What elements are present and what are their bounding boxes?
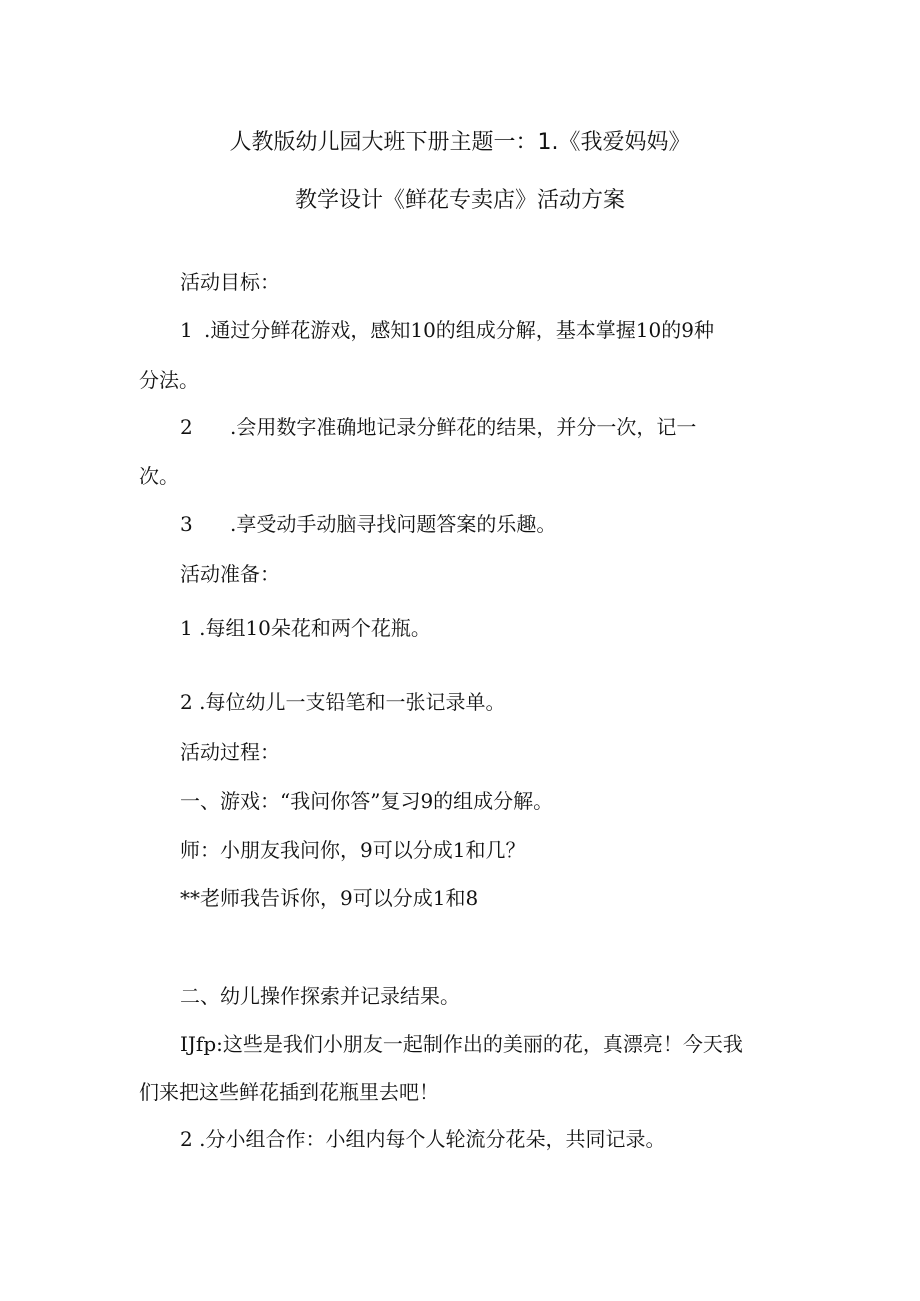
process-step-2: 二、幼儿操作探索并记录结果。 (180, 984, 460, 1008)
child-answer: **老师我告诉你，9可以分成1和8 (180, 886, 479, 910)
goal-item-1-continuation: 分法。 (139, 368, 199, 392)
goal-item-1 (180, 316, 714, 344)
goal-item-2 (180, 413, 696, 441)
goal-item-2-text: .会用数字准确地记录分鲜花的结果，并分一次，记一 (230, 415, 697, 439)
document-title-line-1: 人教版幼儿园大班下册主题一：1.《我爱妈妈》 (229, 130, 691, 155)
goal-item-3 (180, 510, 556, 538)
goal-item-2-number: 2 (180, 415, 193, 439)
goal-item-2-continuation: 次。 (139, 464, 179, 488)
prep-heading: 活动准备： (180, 562, 280, 586)
goal-item-1-number: 1 (180, 318, 193, 342)
process-item-2: 2 .分小组合作：小组内每个人轮流分花朵，共同记录。 (180, 1127, 666, 1151)
teacher-question: 师：小朋友我问你，9可以分成1和几？ (180, 838, 526, 862)
process-intro-line-2: 们来把这些鲜花插到花瓶里去吧！ (139, 1080, 439, 1104)
document-title-line-2: 教学设计《鲜花专卖店》活动方案 (294, 188, 625, 213)
process-intro-line-1: IJfp:这些是我们小朋友一起制作出的美丽的花，真漂亮！今天我 (180, 1032, 743, 1056)
process-heading: 活动过程： (180, 740, 280, 764)
goal-item-1-text: .通过分鲜花游戏，感知10的组成分解，基本掌握10的9种 (204, 318, 714, 342)
goals-heading: 活动目标： (180, 270, 280, 294)
goal-item-3-number: 3 (180, 512, 193, 536)
prep-item-1: 1 .每组10朵花和两个花瓶。 (180, 616, 431, 640)
process-step-1: 一、游戏：“我问你答”复习9的组成分解。 (180, 789, 554, 813)
prep-item-2: 2 .每位幼儿一支铅笔和一张记录单。 (180, 690, 506, 714)
goal-item-3-text: .享受动手动脑寻找问题答案的乐趣。 (230, 512, 557, 536)
